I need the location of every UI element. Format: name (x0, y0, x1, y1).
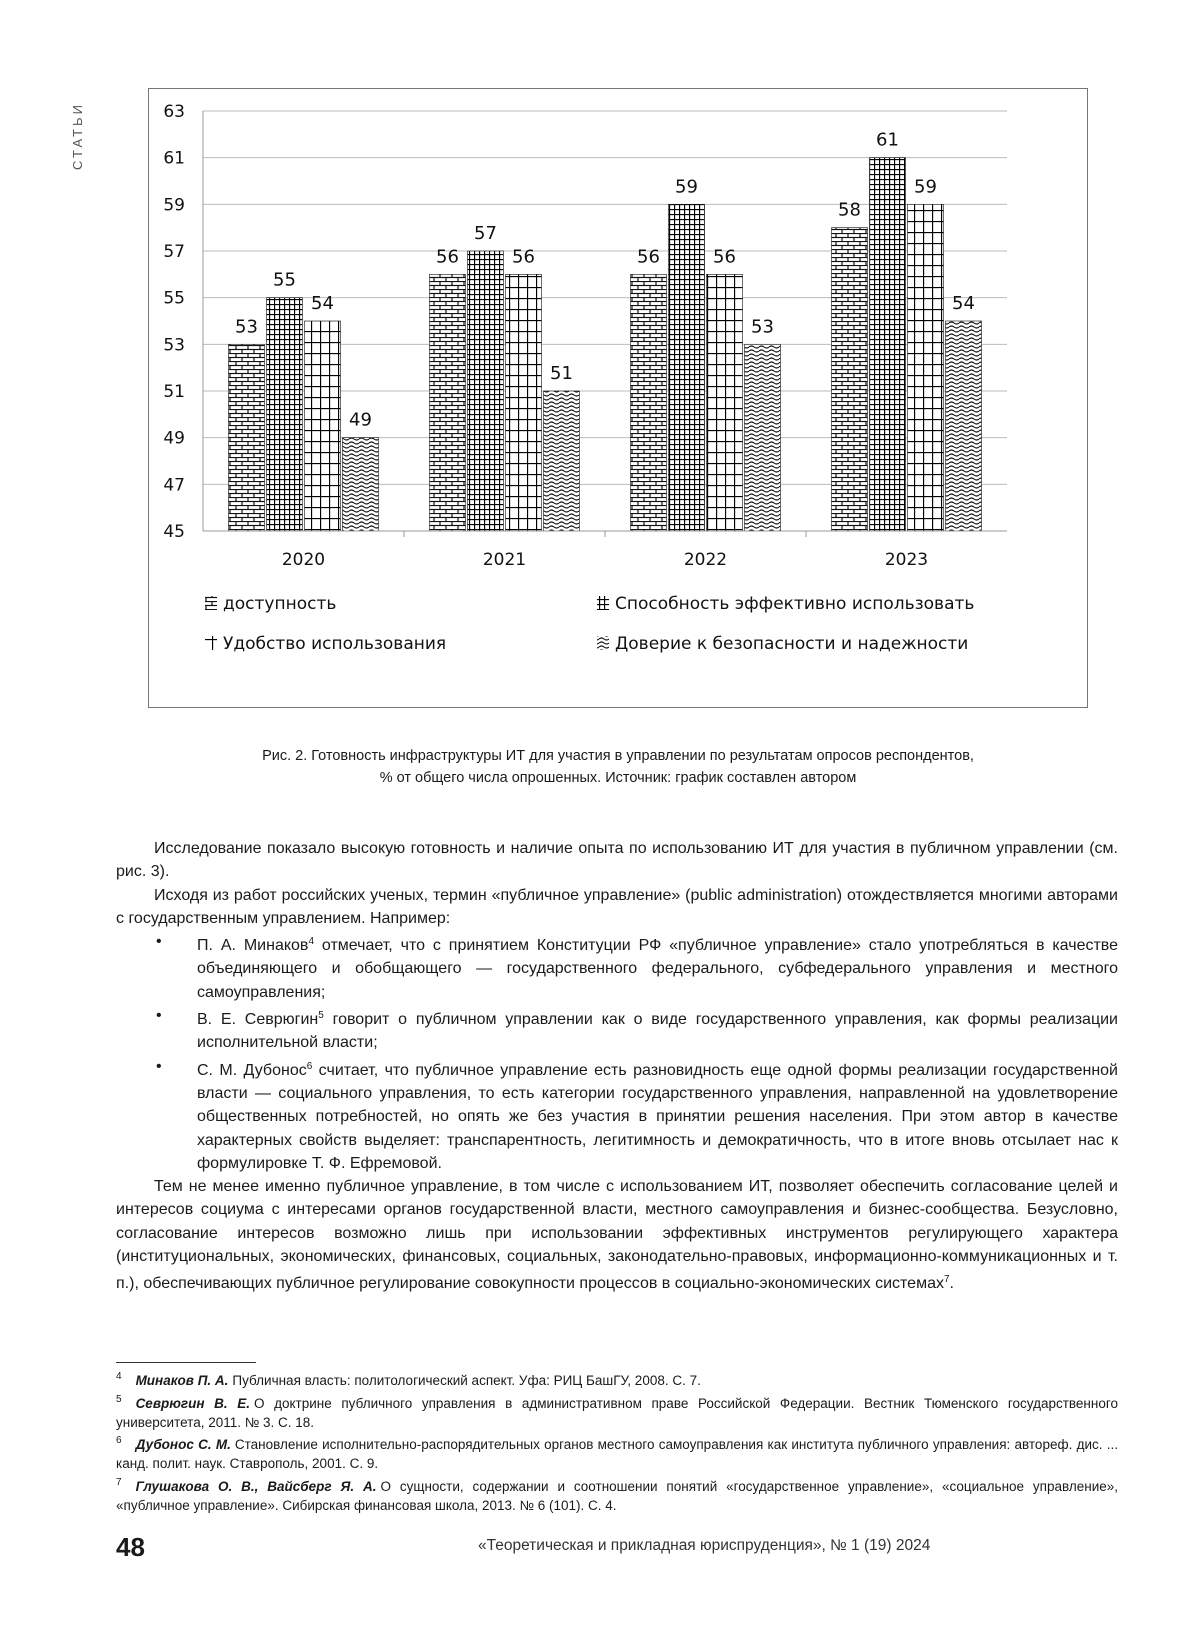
footnote-author: Глушакова О. В., Вайсберг Я. А. (135, 1478, 377, 1494)
item-text: считает, что публичное управление есть разновидность еще одной формы реализации государственной власти — социального управления, то есть категории государственного управления, направленной на удовлетворение общественных потребностей, но опять же без участия в принятии решения населения. При этом автор в качестве характерных свойств выделяет: транспарентность, легитимность и демократичность, что в итоге вновь отсылает нас к формулировке Т. Ф. Ефремовой. (197, 1061, 1118, 1172)
data-label: 56 (512, 246, 535, 268)
footnote-author: Севрюгин В. Е. (135, 1395, 250, 1411)
legend-swatch (597, 596, 609, 610)
list-item (116, 1055, 1118, 1175)
footnote-text: Становление исполнительно-распорядительных органов местного самоуправления как института публичного управления: автореф. дис. ... канд. полит. наук. Ставрополь, 2001. С. 9. (116, 1437, 1118, 1472)
bar (707, 274, 743, 531)
y-tick-label: 55 (163, 288, 185, 309)
bar (745, 344, 781, 531)
footnote (116, 1391, 1118, 1433)
y-tick-label: 61 (163, 148, 185, 169)
data-label: 59 (675, 176, 698, 198)
data-label: 56 (436, 246, 459, 268)
data-label: 53 (751, 316, 774, 338)
data-label: 53 (235, 316, 258, 338)
footnote-ref: 6 (306, 1060, 313, 1072)
y-tick-label: 59 (163, 195, 185, 216)
y-tick-label: 57 (163, 242, 185, 262)
bar (870, 158, 906, 531)
data-label: 58 (838, 199, 861, 221)
caption-line-2: % от общего числа опрошенных. Источник: график составлен автором (379, 770, 857, 786)
footnote (116, 1432, 1118, 1474)
legend-swatch (597, 636, 609, 650)
data-label: 54 (311, 293, 334, 314)
bar (669, 204, 705, 531)
footnotes (116, 1368, 1118, 1516)
list-item (116, 1004, 1118, 1055)
data-label: 59 (914, 176, 937, 198)
data-label: 61 (876, 129, 899, 151)
bar (908, 204, 944, 531)
data-label: 56 (637, 246, 660, 268)
footnote-author: Дубонос С. М. (135, 1437, 231, 1453)
bullet-icon: • (156, 1057, 162, 1075)
caption-line-1: Рис. 2. Готовность инфраструктуры ИТ для участия в управлении по результатам опросов респондентов, (262, 748, 974, 764)
footnote-text: О доктрине публичного управления в административном праве Российской Федерации. Вестник Тюменского государственного университета, 2011. № 3. С. 18. (116, 1395, 1118, 1430)
footnote-number: 6 (116, 1435, 122, 1447)
footnote-ref: 7 (943, 1274, 950, 1286)
x-tick-label: 2020 (281, 550, 326, 570)
footnote (116, 1368, 1118, 1391)
data-label: 49 (349, 409, 372, 431)
footnote-ref: 4 (308, 936, 314, 948)
item-author: С. М. Дубонос (197, 1061, 307, 1079)
bar (305, 321, 341, 531)
y-tick-label: 49 (163, 428, 185, 449)
footnote-number: 7 (116, 1476, 122, 1488)
legend (205, 594, 974, 654)
y-tick-label: 47 (163, 475, 185, 496)
data-label: 54 (952, 293, 975, 314)
item-text: говорит о публичном управлении как о виде государственного управления, как формы реализации исполнительной власти; (197, 1011, 1118, 1052)
bar (468, 251, 504, 531)
data-label: 51 (550, 363, 573, 384)
footnote-author: Минаков П. А. (135, 1373, 229, 1388)
legend-swatch (205, 596, 217, 610)
footnote-text: Публичная власть: политологический аспект. Уфа: РИЦ БашГУ, 2008. С. 7. (232, 1373, 701, 1388)
data-label: 56 (713, 246, 736, 268)
footnote-ref: 5 (318, 1010, 324, 1022)
chart-svg (149, 89, 1087, 707)
bullet-list (116, 930, 1118, 1175)
paragraph-1: Исследование показало высокую готовность и наличие опыта по использованию ИТ для участия в публичном управлении (см. рис. 3). (116, 840, 1118, 881)
bar (229, 344, 265, 531)
page-number: 48 (116, 1532, 145, 1562)
paragraph-3-end: . (949, 1275, 954, 1293)
y-tick-label: 45 (163, 522, 185, 542)
x-tick-label: 2021 (482, 550, 527, 570)
bar (946, 321, 982, 531)
y-tick-label: 63 (163, 102, 185, 122)
y-tick-label: 51 (163, 382, 185, 402)
bar (506, 274, 542, 531)
paragraph-3-text: Тем не менее именно публичное управление, в том числе с использованием ИТ, позволяет обеспечить согласование целей и интересов социума с интересами органов государственной власти, местного самоуправления и бизнес-сообщества. Безусловно, согласование интересов возможно лишь при использовании эффективных инструментов регулирующего характера (институциональных, экономических, финансовых, социальных, законодательно-правовых, информационно-коммуникационных и т. п.), обеспечивающих публичное регулирование совокупности процессов в социально-экономических системах (116, 1178, 1118, 1293)
bar (343, 438, 379, 531)
footnote-number: 4 (116, 1371, 122, 1382)
legend-label: Доверие к безопасности и надежности (615, 634, 969, 654)
bar (430, 274, 466, 531)
list-item (116, 930, 1118, 1004)
legend-swatch (205, 636, 217, 650)
bar (631, 274, 667, 531)
bullet-icon: • (156, 933, 162, 951)
data-label: 55 (273, 269, 296, 291)
paragraph-3 (116, 1175, 1118, 1295)
data-label: 57 (474, 223, 497, 244)
x-tick-label: 2023 (884, 550, 929, 570)
paragraph-2: Исходя из работ российских ученых, термин «публичное управление» (public administration) отождествляется многими авторами с государственным управлением. Например: (116, 886, 1118, 927)
item-author: В. Е. Севрюгин (197, 1011, 319, 1029)
item-author: П. А. Минаков (197, 937, 309, 955)
legend-label: Способность эффективно использовать (615, 594, 975, 614)
figure-caption (148, 745, 1088, 789)
footnote-divider (116, 1362, 256, 1363)
article-body (116, 837, 1118, 1296)
bar (544, 391, 580, 531)
footnote (116, 1474, 1118, 1516)
bullet-icon: • (156, 1007, 162, 1025)
bar (832, 228, 868, 531)
bar (267, 298, 303, 531)
footnote-text: О сущности, содержании и соотношении понятий «государственное управление», «социальное управление», «публичное управление». Сибирская финансовая школа, 2013. № 6 (101). С. 4. (116, 1478, 1119, 1513)
y-tick-label: 53 (163, 335, 185, 356)
bar-chart (148, 88, 1088, 708)
item-text: отмечает, что с принятием Конституции РФ «публичное управление» стало употребляться в качестве объединяющего и обобщающего — государственного федерального, субфедерального управления и местного самоуправления; (197, 937, 1119, 1001)
journal-footer: «Теоретическая и прикладная юриспруденция», № 1 (19) 2024 (478, 1537, 931, 1554)
legend-label: доступность (223, 594, 337, 614)
legend-label: Удобство использования (223, 634, 447, 654)
x-tick-label: 2022 (683, 550, 728, 570)
section-label: СТАТЬИ (70, 102, 85, 170)
footnote-number: 5 (116, 1393, 122, 1405)
